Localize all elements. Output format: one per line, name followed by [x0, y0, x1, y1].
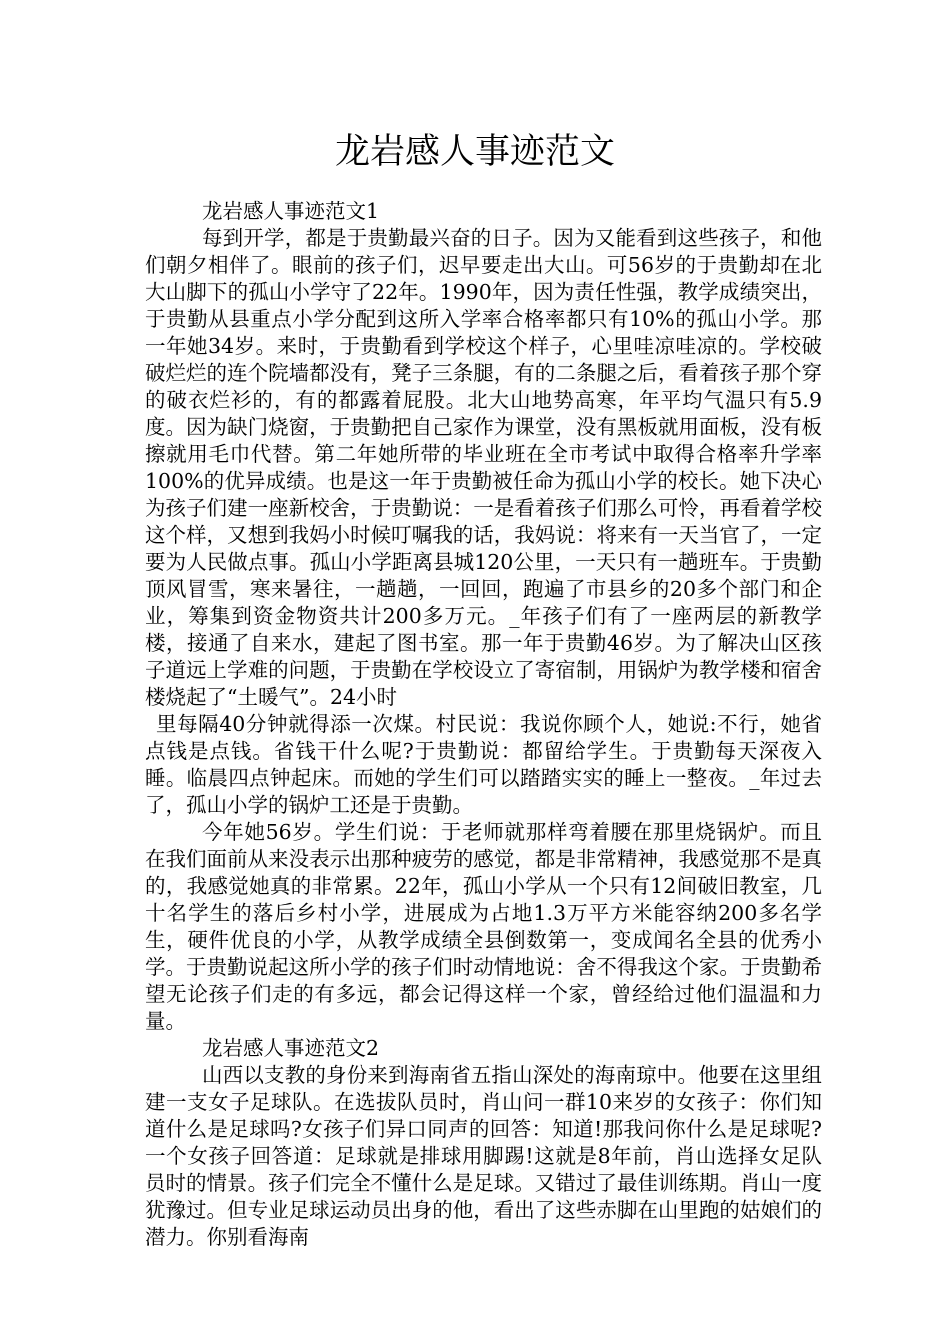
paragraph: 每到开学，都是于贵勤最兴奋的日子。因为又能看到这些孩子，和他们朝夕相伴了。眼前的孩子们，迟早要走出大山。可56岁的于贵勤却在北大山脚下的孤山小学守了22年。1990年，因为责任性强，教学成绩突出，于贵勤从县重点小学分配到这所入学率合格率都只有10%的孤山小学。那一年她34岁。来时，于贵勤看到学校这个样子，心里哇凉哇凉的。学校破破烂烂的连个院墙都没有，凳子三条腿，有的二条腿之后，看着孩子那个穿的破衣烂衫的，有的都露着屁股。北大山地势高寒，年平均气温只有5.9度。因为缺门烧窗，于贵勤把自己家作为课堂，没有黑板就用面板，没有板擦就用毛巾代替。第二年她所带的毕业班在全市考试中取得合格率升学率100%的优异成绩。也是这一年于贵勤被任命为孤山小学的校长。她下决心为孩子们建一座新校舍，于贵勤说：一是看着孩子们那么可怜，再看着学校这个样，又想到我妈小时候叮嘱我的话，我妈说：将来有一天当官了，一定要为人民做点事。孤山小学距离县城120公里，一天只有一趟班车。于贵勤顶风冒雪，寒来暑往，一趟趟，一回回，跑遍了市县乡的20多个部门和企业，筹集到资金物资共计200多万元。_年孩子们有了一座两层的新教学楼，接通了自来水，建起了图书室。那一年于贵勤46岁。为了解决山区孩子道远上学难的问题，于贵勤在学校设立了寄宿制，用锅炉为教学楼和宿舍楼烧起了“土暖气”。24小时 [145, 226, 822, 709]
paragraph: 山西以支教的身份来到海南省五指山深处的海南琼中。他要在这里组建一支女子足球队。在选拔队员时，肖山问一群10来岁的女孩子：你们知道什么是足球吗?女孩子们异口同声的回答：知道!那我问你什么是足球呢?一个女孩子回答道：足球就是排球用脚踢!这就是8年前，肖山选择女足队员时的情景。孩子们完全不懂什么是足球。又错过了最佳训练期。肖山一度犹豫过。但专业足球运动员出身的他，看出了这些赤脚在山里跑的姑娘们的潜力。你别看海南 [145, 1063, 822, 1249]
paragraph: 里每隔40分钟就得添一次煤。村民说：我说你顾个人，她说:不行，她省点钱是点钱。省钱干什么呢?于贵勤说：都留给学生。于贵勤每天深夜入睡。临晨四点钟起床。而她的学生们可以踏踏实实的睡上一整夜。_年过去了，孤山小学的锅炉工还是于贵勤。 [145, 712, 822, 817]
document-body [145, 198, 822, 1251]
paragraph: 今年她56岁。学生们说：于老师就那样弯着腰在那里烧锅炉。而且在我们面前从来没表示出那种疲劳的感觉，都是非常精神，我感觉那不是真的，我感觉她真的非常累。22年，孤山小学从一个只有12间破旧教室，几十名学生的落后乡村小学，进展成为占地1.3万平方米能容纳200多名学生，硬件优良的小学，从教学成绩全县倒数第一，变成闻名全县的优秀小学。于贵勤说起这所小学的孩子们时动情地说：舍不得我这个家。于贵勤希望无论孩子们走的有多远，都会记得这样一个家，曾经给过他们温温和力量。 [145, 820, 822, 1033]
document-title: 龙岩感人事迹范文 [334, 132, 615, 172]
section-heading-1: 龙岩感人事迹范文1 [202, 199, 380, 223]
section-heading-2: 龙岩感人事迹范文2 [202, 1036, 380, 1060]
